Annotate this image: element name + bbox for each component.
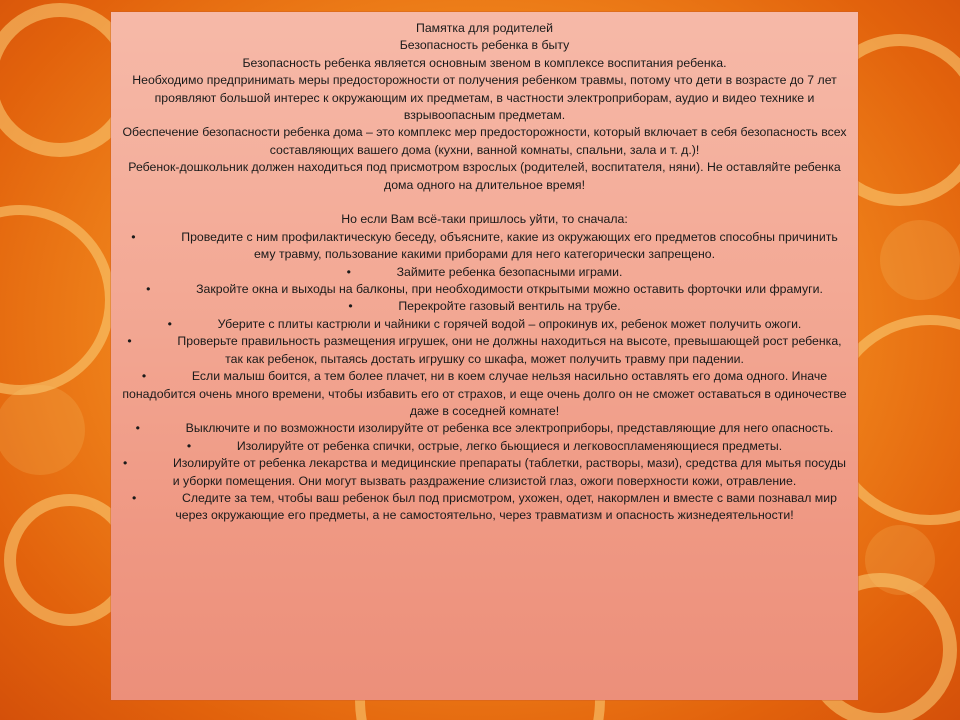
bullet-text: Закройте окна и выходы на балконы, при необходимости открытыми можно оставить форточки или фрамуги.: [196, 282, 823, 297]
intro-paragraph: Необходимо предпринимать меры предосторожности от получения ребенком травмы, потому что дети в возрасте до 7 лет проявляют большой интерес к окружающим их предметам, в частности электроприборам, аудио и видео технике и взрывоопасным предметам.: [132, 73, 837, 123]
memo-text: [121, 20, 848, 525]
bullet-icon: •: [141, 369, 147, 384]
bullet-item: [121, 420, 848, 437]
bullet-icon: •: [186, 438, 192, 453]
bullet-icon: •: [127, 334, 132, 349]
bullet-text: Перекройте газовый вентиль на трубе.: [398, 299, 621, 314]
bullet-item: [121, 490, 848, 525]
bullet-text: Изолируйте от ребенка лекарства и медицинские препараты (таблетки, растворы, мази), средства для мытья посуды и уборки помещения. Они могут вызвать раздражение слизистой глаз, ожоги поверхности кожи, отравление.: [172, 456, 847, 488]
bullet-text: Выключите и по возможности изолируйте от ребенка все электроприборы, представляющие для него опасность.: [185, 421, 834, 436]
bullet-icon: •: [135, 421, 140, 436]
bullet-item: [121, 333, 848, 368]
intro-paragraph: Ребенок-дошкольник должен находиться под присмотром взрослых (родителей, воспитателя, няни). Не оставляйте ребенка дома одного на длительное время!: [128, 160, 841, 192]
bullet-text: Уберите с плиты кастрюли и чайники с горячей водой – опрокинув их, ребенок может получить ожоги.: [217, 316, 802, 331]
lead-text: Но если Вам всё-таки пришлось уйти, то сначала:: [341, 212, 628, 227]
memo-subtitle: Безопасность ребенка в быту: [399, 38, 570, 53]
bullet-list: [121, 229, 848, 525]
bullet-icon: •: [348, 299, 353, 314]
bullet-text: Проведите с ним профилактическую беседу, объясните, какие из окружающих его предметов способны причинить ему травму, пользование какими приборами для него категорически запрещено.: [181, 229, 838, 262]
bullet-icon: •: [146, 282, 151, 297]
bullet-icon: •: [346, 264, 351, 279]
bullet-item: [121, 316, 848, 333]
bullet-text: Изолируйте от ребенка спички, острые, легко бьющиеся и легковоспламеняющиеся предметы.: [236, 438, 783, 453]
bullet-icon: •: [132, 490, 137, 505]
bullet-text: Займите ребенка безопасными играми.: [396, 264, 623, 279]
intro-paragraph: Безопасность ребенка является основным звеном в комплексе воспитания ребенка.: [242, 55, 727, 70]
bullet-icon: •: [167, 316, 172, 331]
bullet-text: Следите за тем, чтобы ваш ребенок был под присмотром, ухожен, одет, накормлен и вместе с вами познавал мир через окружающие его предметы, а не самостоятельно, через травматизм и опасность жизнедеятельности!: [175, 490, 837, 523]
bullet-item: [121, 438, 848, 455]
bullet-item: [121, 264, 848, 281]
memo-panel: [111, 12, 858, 700]
bullet-item: [121, 455, 848, 490]
bullet-item: [121, 281, 848, 298]
spacer: [121, 194, 848, 211]
bullet-text: Если малыш боится, а тем более плачет, ни в коем случае нельзя насильно оставлять его дома одного. Иначе понадобится очень много времени, чтобы избавить его от страхов, и еще очень долго он не сможет оставаться в одиночестве даже в соседней комнате!: [122, 369, 847, 418]
intro-paragraph: Обеспечение безопасности ребенка дома – это комплекс мер предосторожности, который включает в себя безопасность всех составляющих вашего дома (кухни, ванной комнаты, спальни, зала и т. д.)!: [122, 125, 847, 157]
bullet-item: [121, 368, 848, 420]
bullet-item: [121, 229, 848, 264]
memo-title: Памятка для родителей: [415, 21, 553, 35]
bullet-icon: •: [131, 229, 136, 244]
bullet-text: Проверьте правильность размещения игрушек, они не должны находиться на высоте, превышающей рост ребенка, так как ребенок, пытаясь достать игрушку со шкафа, может получить травму при падении.: [177, 334, 842, 366]
bullet-icon: •: [122, 456, 128, 471]
bullet-item: [121, 298, 848, 315]
